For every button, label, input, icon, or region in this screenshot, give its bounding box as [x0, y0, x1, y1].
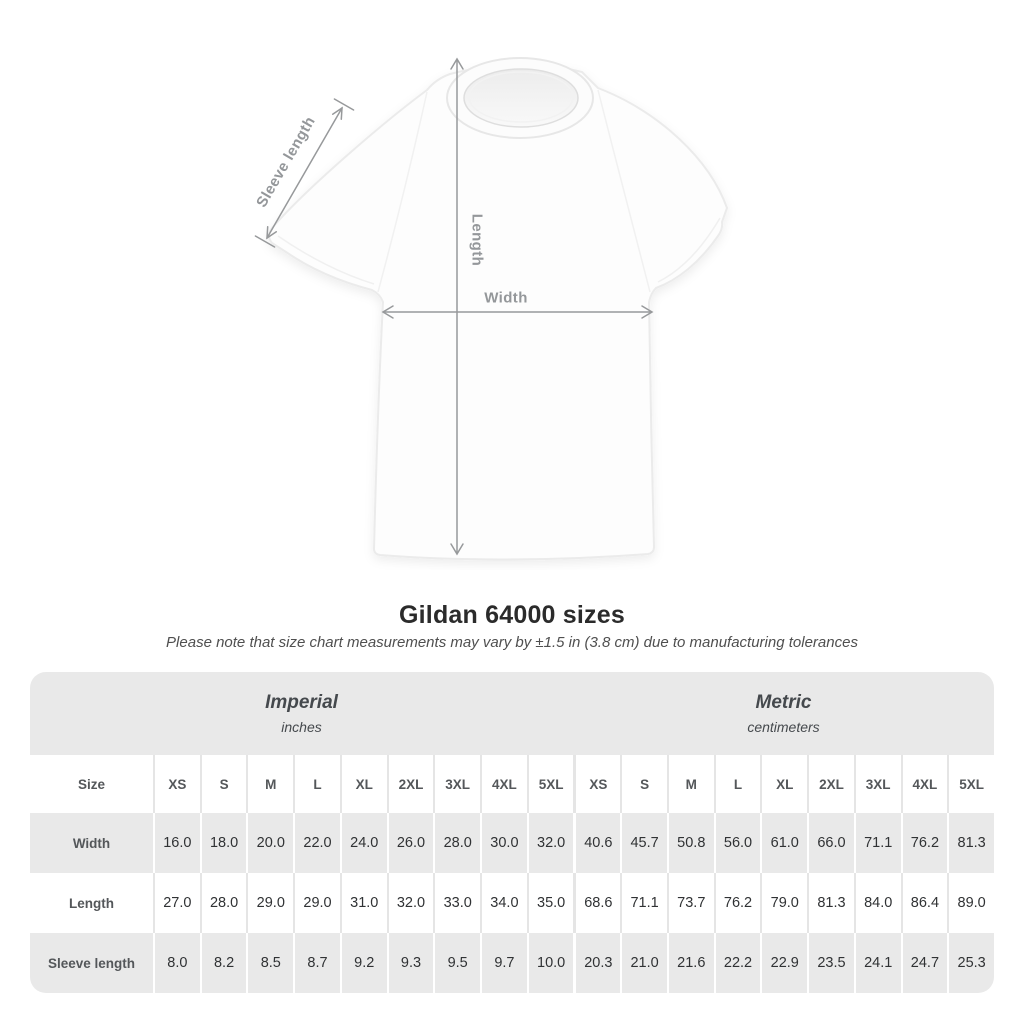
value-cell: 61.0 [760, 813, 807, 873]
value-cell: 21.0 [620, 933, 667, 993]
sleeve-length-label: Sleeve length [253, 113, 319, 211]
value-cell: 76.2 [714, 873, 761, 933]
table-row [30, 873, 994, 933]
value-cell: 8.0 [153, 933, 200, 993]
size-header-cell: XS [153, 755, 200, 813]
value-cell: 30.0 [480, 813, 527, 873]
size-header-cell: S [200, 755, 247, 813]
value-cell: 89.0 [947, 873, 994, 933]
value-cell: 29.0 [246, 873, 293, 933]
table-row [30, 933, 994, 993]
table-row [30, 813, 994, 873]
value-cell: 24.7 [901, 933, 948, 993]
value-cell: 23.5 [807, 933, 854, 993]
tshirt-diagram [230, 40, 790, 570]
tshirt-collar [447, 58, 593, 138]
imperial-group-header [30, 672, 573, 755]
value-cell: 24.0 [340, 813, 387, 873]
size-header-cell: M [246, 755, 293, 813]
size-table [30, 672, 994, 993]
size-header-cell: L [293, 755, 340, 813]
value-cell: 35.0 [527, 873, 574, 933]
tolerance-note: Please note that size chart measurements may vary by ±1.5 in (3.8 cm) due to manufacturing tolerances [166, 634, 858, 651]
value-cell: 68.6 [573, 873, 620, 933]
value-cell: 76.2 [901, 813, 948, 873]
value-cell: 66.0 [807, 813, 854, 873]
value-cell: 28.0 [433, 813, 480, 873]
value-cell: 10.0 [527, 933, 574, 993]
value-cell: 34.0 [480, 873, 527, 933]
size-header-cell: S [620, 755, 667, 813]
value-cell: 81.3 [947, 813, 994, 873]
size-header-cell: 5XL [527, 755, 574, 813]
value-cell: 79.0 [760, 873, 807, 933]
size-column-header: Size [77, 776, 105, 792]
value-cell: 20.3 [573, 933, 620, 993]
value-cell: 73.7 [667, 873, 714, 933]
value-cell: 9.2 [340, 933, 387, 993]
value-cell: 8.2 [200, 933, 247, 993]
size-header-row [30, 755, 994, 813]
value-cell: 9.5 [433, 933, 480, 993]
row-label: Sleeve length [47, 955, 136, 971]
size-header-cell: M [667, 755, 714, 813]
width-label: Width [484, 289, 528, 307]
value-cell: 33.0 [433, 873, 480, 933]
imperial-group-name: Imperial [265, 692, 338, 713]
measurement-rows [30, 813, 994, 993]
value-cell: 9.3 [387, 933, 434, 993]
size-header-cell: XL [340, 755, 387, 813]
value-cell: 21.6 [667, 933, 714, 993]
value-cell: 16.0 [153, 813, 200, 873]
length-label: Length [468, 213, 486, 267]
value-cell: 50.8 [667, 813, 714, 873]
value-cell: 8.5 [246, 933, 293, 993]
value-cell: 31.0 [340, 873, 387, 933]
value-cell: 25.3 [947, 933, 994, 993]
value-cell: 32.0 [387, 873, 434, 933]
row-label: Width [72, 835, 111, 851]
metric-group-unit: centimeters [747, 719, 820, 735]
value-cell: 40.6 [573, 813, 620, 873]
value-cell: 27.0 [153, 873, 200, 933]
value-cell: 71.1 [854, 813, 901, 873]
size-header-cell: 2XL [807, 755, 854, 813]
page-title: Gildan 64000 sizes [399, 601, 625, 629]
size-header-cell: 3XL [433, 755, 480, 813]
size-header-cell: XL [760, 755, 807, 813]
value-cell: 28.0 [200, 873, 247, 933]
size-header-cell: 3XL [854, 755, 901, 813]
metric-group-name: Metric [755, 692, 812, 713]
value-cell: 84.0 [854, 873, 901, 933]
size-header-cell: 5XL [947, 755, 994, 813]
value-cell: 81.3 [807, 873, 854, 933]
value-cell: 56.0 [714, 813, 761, 873]
value-cell: 9.7 [480, 933, 527, 993]
value-cell: 20.0 [246, 813, 293, 873]
value-cell: 22.0 [293, 813, 340, 873]
value-cell: 86.4 [901, 873, 948, 933]
value-cell: 24.1 [854, 933, 901, 993]
row-label: Length [69, 895, 114, 911]
value-cell: 8.7 [293, 933, 340, 993]
size-header-cell: L [714, 755, 761, 813]
value-cell: 26.0 [387, 813, 434, 873]
value-cell: 71.1 [620, 873, 667, 933]
size-header-cell: 4XL [901, 755, 948, 813]
value-cell: 18.0 [200, 813, 247, 873]
value-cell: 29.0 [293, 873, 340, 933]
value-cell: 22.2 [714, 933, 761, 993]
value-cell: 45.7 [620, 813, 667, 873]
size-header-cell: 4XL [480, 755, 527, 813]
unit-group-header [30, 672, 994, 755]
value-cell: 22.9 [760, 933, 807, 993]
size-header-cell: XS [573, 755, 620, 813]
value-cell: 32.0 [527, 813, 574, 873]
metric-group-header [573, 672, 994, 755]
size-header-cell: 2XL [387, 755, 434, 813]
imperial-group-unit: inches [281, 719, 322, 735]
